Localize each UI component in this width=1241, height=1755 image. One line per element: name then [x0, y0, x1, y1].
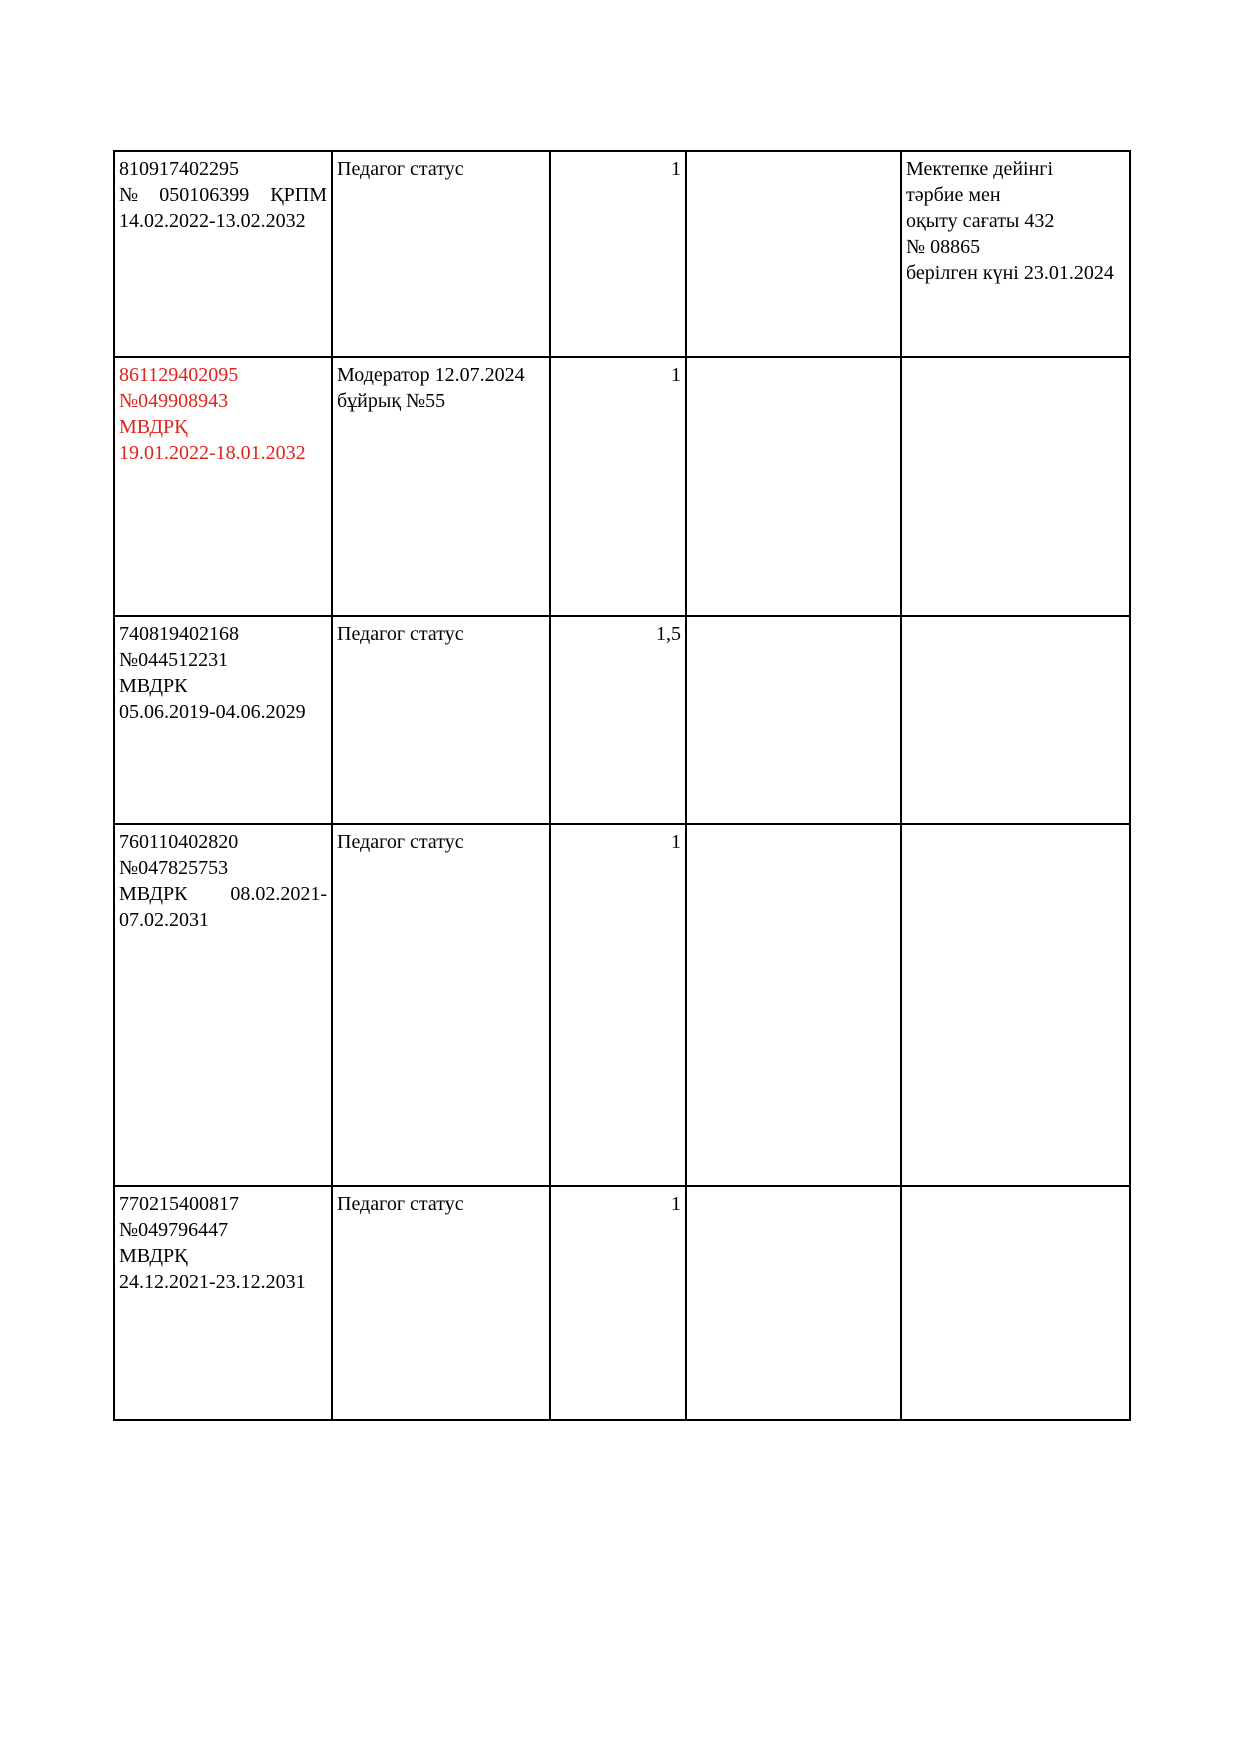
id-document-cell [114, 151, 332, 357]
id-document-line [119, 1191, 327, 1217]
id-document-text: 08.02.2021- [230, 883, 327, 905]
rate-cell [550, 1186, 686, 1420]
id-document-text: МВДРК [119, 883, 188, 905]
id-document-line [119, 1243, 327, 1269]
id-document-text: 05.06.2019-04.06.2029 [119, 701, 306, 723]
id-document-text: №049908943 [119, 390, 229, 412]
rate-cell [550, 151, 686, 357]
category-cell [332, 151, 550, 357]
id-document-line [119, 699, 327, 725]
table-row [114, 151, 1130, 357]
rate-cell [550, 616, 686, 824]
category-cell [332, 616, 550, 824]
id-document-line [119, 388, 327, 414]
id-document-text: ҚРПМ [270, 184, 327, 206]
training-note-line: оқыту сағаты 432 [906, 210, 1055, 232]
id-document-line [119, 829, 327, 855]
id-document-line [119, 362, 327, 388]
id-document-text: МВДРК [119, 675, 188, 697]
category-text: Педагог статус [337, 623, 464, 645]
rate-value: 1 [671, 1193, 681, 1215]
id-document-text: 740819402168 [119, 623, 239, 645]
table-row [114, 616, 1130, 824]
table-body [114, 151, 1130, 1420]
category-text: Педагог статус [337, 1193, 464, 1215]
training-notes-cell [901, 357, 1130, 616]
id-document-line [119, 907, 327, 933]
id-document-text: 14.02.2022-13.02.2032 [119, 210, 306, 232]
id-document-line [119, 1217, 327, 1243]
category-cell [332, 1186, 550, 1420]
id-document-cell [114, 616, 332, 824]
rate-value: 1 [671, 158, 681, 180]
rate-cell [550, 357, 686, 616]
id-document-line [119, 855, 327, 881]
id-document-line [119, 673, 327, 699]
category-text: Педагог статус [337, 831, 464, 853]
rate-value: 1,5 [656, 623, 681, 645]
id-document-text: 810917402295 [119, 158, 239, 180]
id-document-text: № [119, 184, 139, 206]
training-notes-cell [901, 824, 1130, 1186]
id-document-text: №044512231 [119, 649, 229, 671]
training-notes-cell [901, 616, 1130, 824]
training-note-line: тәрбие мен [906, 184, 1001, 206]
id-document-text: 07.02.2031 [119, 909, 209, 931]
staff-table [113, 150, 1131, 1421]
category-cell [332, 357, 550, 616]
id-document-cell [114, 357, 332, 616]
category-text: бұйрық №55 [337, 390, 446, 412]
id-document-text: 770215400817 [119, 1193, 239, 1215]
id-document-line [119, 621, 327, 647]
id-document-text: 760110402820 [119, 831, 239, 853]
id-document-line [119, 182, 327, 208]
id-document-cell [114, 824, 332, 1186]
id-document-text: №049796447 [119, 1219, 229, 1241]
training-notes-cell [901, 151, 1130, 357]
id-document-line [119, 647, 327, 673]
empty-cell [686, 1186, 901, 1420]
id-document-line [119, 156, 327, 182]
category-text: Педагог статус [337, 158, 464, 180]
id-document-text: 19.01.2022-18.01.2032 [119, 442, 306, 464]
rate-value: 1 [671, 364, 681, 386]
empty-cell [686, 616, 901, 824]
empty-cell [686, 151, 901, 357]
id-document-text: 24.12.2021-23.12.2031 [119, 1271, 306, 1293]
rate-cell [550, 824, 686, 1186]
id-document-line [119, 440, 327, 466]
id-document-text: 050106399 [159, 184, 250, 206]
training-notes-cell [901, 1186, 1130, 1420]
table-row [114, 357, 1130, 616]
id-document-line [119, 414, 327, 440]
empty-cell [686, 824, 901, 1186]
empty-cell [686, 357, 901, 616]
table-row [114, 1186, 1130, 1420]
training-note-line: берілген күні 23.01.2024 [906, 262, 1114, 284]
id-document-line [119, 1269, 327, 1295]
rate-value: 1 [671, 831, 681, 853]
id-document-line [119, 208, 327, 234]
category-cell [332, 824, 550, 1186]
table-row [114, 824, 1130, 1186]
training-note-line: Мектепке дейінгі [906, 158, 1054, 180]
id-document-text: №047825753 [119, 857, 229, 879]
id-document-text: 861129402095 [119, 364, 239, 386]
id-document-line [119, 881, 327, 907]
id-document-text: МВДРҚ [119, 1245, 188, 1267]
id-document-cell [114, 1186, 332, 1420]
id-document-text: МВДРҚ [119, 416, 188, 438]
category-text: Модератор 12.07.2024 [337, 364, 525, 386]
training-note-line: № 08865 [906, 236, 981, 258]
